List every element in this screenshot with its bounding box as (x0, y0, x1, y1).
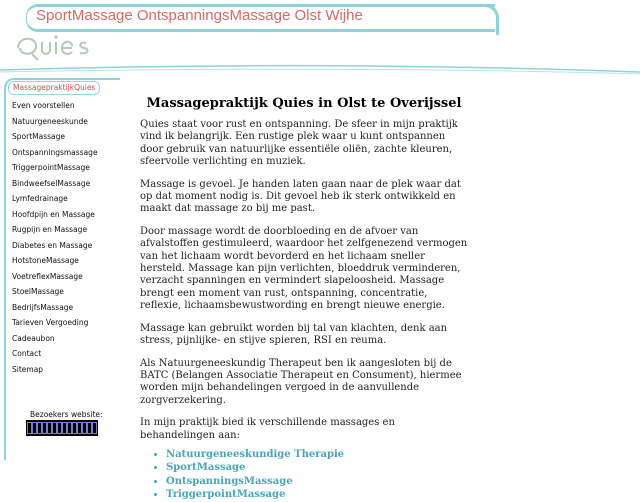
batc-paragraph: Als Natuurgeneeskundig Therapeut ben ik aangesloten bij de BATC (Belangen Associatie Therapeut en Consument), hiermee worden mijn behandelingen vergoed in de aanvullende zorgverzekering. (140, 357, 462, 406)
page-title: Massagepraktijk Quies in Olst te Overijssel (146, 96, 462, 111)
logo-icon (14, 28, 104, 62)
visitors-label: Bezoekers website: (30, 410, 103, 419)
link-natuurgeneeskundige-therapie[interactable]: • Natuurgeneeskundige Therapie (166, 448, 470, 462)
sidebar-item-diabetes[interactable]: Diabetes en Massage (12, 240, 93, 250)
link-triggerpointmassage[interactable]: • TriggerpointMassage (166, 488, 470, 502)
sidebar-nav (8, 81, 122, 377)
sidebar-item-triggerpointmassage[interactable]: TriggerpointMassage (12, 163, 90, 172)
sidebar-item-stoelmassage[interactable]: StoelMassage (12, 287, 64, 296)
sidebar-item-massagepraktijkquies[interactable]: MassagepraktijkQuies (8, 81, 100, 95)
logo[interactable] (14, 28, 104, 62)
header-swoosh (0, 62, 640, 76)
link-sportmassage[interactable]: • SportMassage (166, 461, 470, 475)
visitor-counter (26, 420, 98, 436)
counter-digit (92, 422, 97, 434)
sidebar-item-ontspanningsmassage[interactable]: Ontspanningsmassage (12, 147, 98, 157)
benefits-paragraph: Door massage wordt de doorbloeding en de afvoer van afvalstoffen gestimuleerd, waardoor het zelfgenezend vermogen van het lichaam wordt bevorderd en het lichaam sneller hersteld. Massage kan pijn verlichten, bloeddruk verminderen, verzacht spanningen en vermindert slapeloosheid. Massage brengt een moment van rust, ontspanning, concentratie, reflexie, lichaamsbewustwording en brengt nieuwe energie. (140, 225, 468, 312)
sidebar-item-lymfedrainage[interactable]: Lymfedrainage (12, 194, 68, 203)
sidebar-item-bedrijfsmassage[interactable]: BedrijfsMassage (12, 302, 74, 312)
sidebar-item-tarieven[interactable]: Tarieven Vergoeding (12, 318, 89, 327)
intro-paragraph: Quies staat voor rust en ontspanning. De sfeer in mijn praktijk vind ik belangrijk. Een rustige plek waar u kunt ontspannen door gebruik van natuurlijke essentiële oliën, zachte kleuren, sfeervolle verlichting en muziek. (140, 119, 458, 168)
sidebar-item-sportmassage[interactable]: SportMassage (12, 132, 65, 141)
treatments-list (140, 448, 470, 502)
main-content (140, 96, 470, 502)
sidebar-item-hoofdpijn[interactable]: Hoofdpijn en Massage (12, 209, 95, 219)
sidebar-item-rugpijn[interactable]: Rugpijn en Massage (12, 225, 88, 234)
sidebar-item-bindweefselmassage[interactable]: BindweefselMassage (12, 178, 91, 188)
sidebar-item-natuurgeneeskunde[interactable]: Natuurgeneeskunde (12, 116, 88, 126)
sidebar-item-sitemap[interactable]: Sitemap (12, 364, 44, 374)
feeling-paragraph: Massage is gevoel. Je handen laten gaan naar de plek waar dat op dat moment nodig is. Dit gevoel heb ik sterk ontwikkeld en maakt dat massage zo bij me past. (140, 178, 461, 215)
sidebar-item-voetreflexmassage[interactable]: VoetreflexMassage (12, 271, 83, 281)
sidebar-item-contact[interactable]: Contact (12, 349, 42, 358)
sidebar-item-hotstonemassage[interactable]: HotstoneMassage (12, 256, 79, 265)
offer-paragraph: In mijn praktijk bied ik verschillende massages en behandelingen aan: (140, 417, 395, 441)
site-title: SportMassage OntspanningsMassage Olst Wijhe (36, 7, 363, 24)
link-ontspanningsmassage[interactable]: • OntspanningsMassage (166, 475, 470, 489)
sidebar-item-even-voorstellen[interactable]: Even voorstellen (12, 101, 75, 110)
complaints-paragraph: Massage kan gebruikt worden bij tal van klachten, denk aan stress, pijnlijke- en stijve spieren, RSI en reuma. (140, 322, 448, 347)
sidebar-item-cadeaubon[interactable]: Cadeaubon (12, 333, 55, 343)
